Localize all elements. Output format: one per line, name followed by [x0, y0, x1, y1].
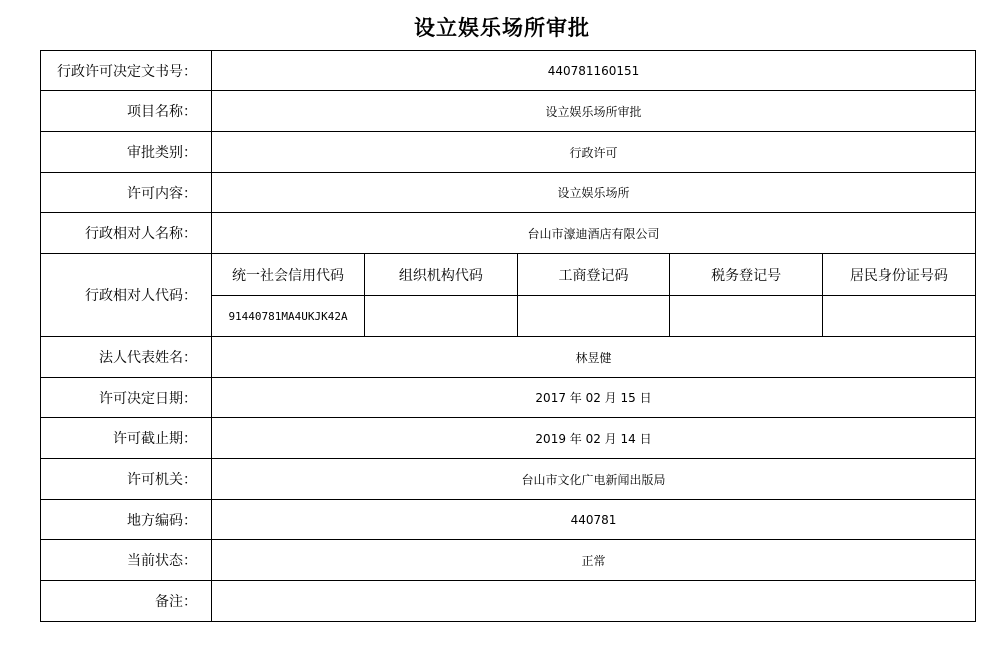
label-legal-rep: 法人代表姓名： — [41, 337, 212, 378]
row-legal-rep — [41, 337, 976, 378]
value-category: 行政许可 — [212, 132, 976, 173]
codes-value-org — [365, 296, 518, 337]
label-remarks: 备注： — [41, 581, 212, 622]
codes-value-business — [517, 296, 670, 337]
row-status — [41, 540, 976, 581]
codes-header-id: 居民身份证号码 — [822, 254, 975, 296]
label-authority: 许可机关： — [41, 459, 212, 500]
codes-header-business: 工商登记码 — [517, 254, 670, 296]
row-counterpart-code — [41, 254, 976, 337]
value-decision-date: 2017 年 02 月 15 日 — [212, 378, 976, 418]
codes-table — [212, 254, 975, 336]
value-legal-rep: 林昱健 — [212, 337, 976, 378]
value-authority: 台山市文化广电新闻出版局 — [212, 459, 976, 500]
row-authority — [41, 459, 976, 500]
value-project: 设立娱乐场所审批 — [212, 91, 976, 132]
codes-value-tax — [670, 296, 823, 337]
label-content: 许可内容： — [41, 173, 212, 213]
label-deadline: 许可截止期： — [41, 418, 212, 459]
codes-cell — [212, 254, 976, 337]
label-project: 项目名称： — [41, 91, 212, 132]
label-counterpart-code: 行政相对人代码： — [41, 254, 212, 337]
codes-value-credit: 91440781MA4UKJK42A — [212, 296, 365, 337]
page-title: 设立娱乐场所审批 — [414, 16, 590, 40]
row-deadline — [41, 418, 976, 459]
value-content: 设立娱乐场所 — [212, 173, 976, 213]
codes-value-id — [822, 296, 975, 337]
codes-header-tax: 税务登记号 — [670, 254, 823, 296]
codes-value-row — [212, 296, 975, 337]
label-status: 当前状态： — [41, 540, 212, 581]
row-content — [41, 173, 976, 213]
label-doc-no: 行政许可决定文书号： — [41, 51, 212, 91]
codes-header-row — [212, 254, 975, 296]
label-region-code: 地方编码： — [41, 500, 212, 540]
row-counterpart-name — [41, 213, 976, 254]
value-remarks — [212, 581, 976, 622]
row-region-code — [41, 500, 976, 540]
row-remarks — [41, 581, 976, 622]
row-project — [41, 91, 976, 132]
value-doc-no: 440781160151 — [212, 51, 976, 91]
value-deadline: 2019 年 02 月 14 日 — [212, 418, 976, 459]
value-status: 正常 — [212, 540, 976, 581]
label-category: 审批类别： — [41, 132, 212, 173]
label-counterpart-name: 行政相对人名称： — [41, 213, 212, 254]
row-doc-no — [41, 51, 976, 91]
row-decision-date — [41, 378, 976, 418]
label-decision-date: 许可决定日期： — [41, 378, 212, 418]
codes-header-credit: 统一社会信用代码 — [212, 254, 365, 296]
row-category — [41, 132, 976, 173]
codes-header-org: 组织机构代码 — [365, 254, 518, 296]
approval-table — [40, 50, 976, 622]
value-counterpart-name: 台山市濠迪酒店有限公司 — [212, 213, 976, 254]
value-region-code: 440781 — [212, 500, 976, 540]
